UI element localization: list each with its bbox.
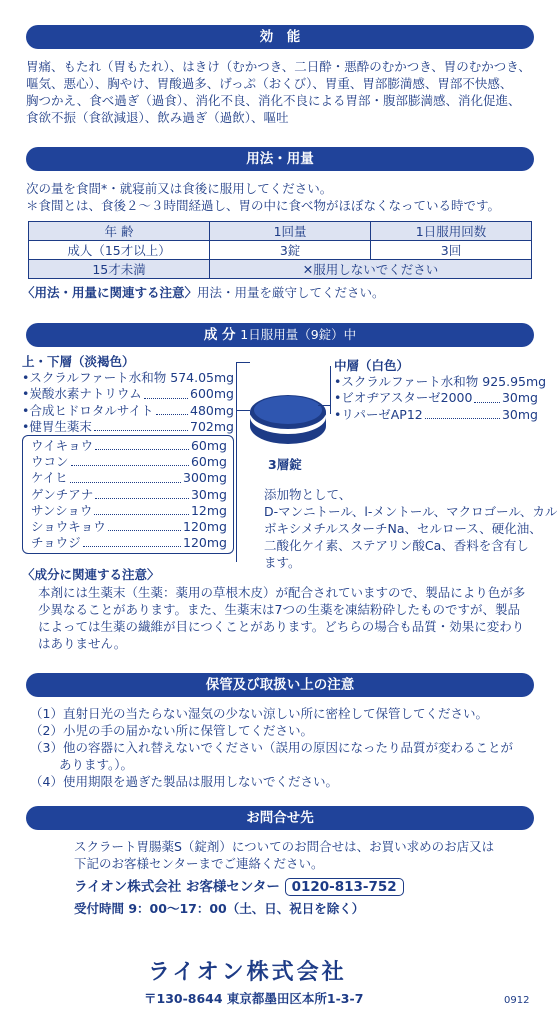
usage-note-text: 用法・用量を厳守してください。 [197,285,385,300]
ingredient-note-label: 〈成分に関連する注意〉 [22,567,160,582]
ingredient-row: •ビオヂアスターゼ2000 30mg [334,390,538,406]
business-hours: 受付時間 9：00〜17：00（土、日、祝日を除く） [74,901,365,916]
outer-layer-list [22,354,234,435]
outer-bracket-line [236,362,237,562]
contact-center [74,879,404,896]
ingredients-title: 成 分 [203,327,236,343]
ingredient-row: •合成ヒドロタルサイト 480mg [22,402,234,418]
storage-item: （1）直射日光の当たらない湿気の少ない涼しい所に密栓して保管してください。 [30,706,488,721]
usage-text: 次の量を食間*・就寝前又は食後に服用してください。 ＊食間とは、食後２〜３時間経過し、胃の中に食べ物がほぼなくなっている時です。 [26,181,501,213]
herb-row: ケイヒ 300mg [31,470,227,486]
storage-list [30,705,513,790]
middle-layer-label: 中層（白色） [334,358,410,373]
contact-text: スクラート胃腸薬S（錠剤）についてのお問合せは、お買い求めのお店又は 下記のお客様センターまでご連絡ください。 [74,839,495,871]
dose-cell: 3錠 [210,241,371,260]
middle-bracket-line [330,366,331,414]
ingredient-row: •健胃生薬末 702mg [22,418,234,434]
herb-row: サンショウ 12mg [31,502,227,518]
ingredient-row: •スクラルファート水和物 925.95mg [334,374,547,390]
contact-header: お問合せ先 [26,806,534,830]
tablet-label: 3層錠 [268,457,302,472]
herb-row: ウイキョウ 60mg [31,438,227,453]
tablet-illustration [246,390,330,450]
additives-text: 添加物として、 D-マンニトール、l-メントール、マクロゴール、カル ボキシメチルスターチNa、セルロース、硬化油、 二酸化ケイ素、ステアリン酸Ca、香料を含有し ます。 [264,487,558,570]
ingredient-row: •炭酸水素ナトリウム 600mg [22,386,234,402]
storage-item: （2）小児の手の届かない所に保管してください。 [30,723,313,738]
phone-number[interactable]: 0120-813-752 [285,878,404,896]
herb-row: ショウキョウ 120mg [31,519,227,535]
middle-bracket-tick [318,405,330,406]
middle-layer-list [334,358,547,423]
dose-table [28,221,532,279]
outer-bracket [236,362,250,363]
dose-cell: 15才未満 [29,260,210,279]
dose-header-age: 年 齢 [29,222,210,241]
efficacy-header: 効 能 [26,25,534,49]
herb-row: ゲンチアナ 30mg [31,486,227,502]
company-logo: ライオン株式会社 [148,960,347,985]
dose-cell: 3回 [371,241,532,260]
usage-header: 用法・用量 [26,147,534,171]
print-code: 0912 [504,995,530,1006]
ingredients-header [26,323,534,347]
storage-item: （3）他の容器に入れ替えないでください（誤用の原因になったり品質が変わることが [30,740,513,755]
ingredients-subtitle: 1日服用量（9錠）中 [240,327,357,342]
dose-cell: 成人（15才以上） [29,241,210,260]
usage-note-label: 〈用法・用量に関連する注意〉 [22,285,198,300]
storage-item: あります。）。 [30,757,133,772]
company-address: 〒130-8644 東京都墨田区本所1-3-7 [144,991,364,1006]
ingredient-row: •スクラルファート水和物 574.05mg [22,370,235,386]
efficacy-text: 胃痛、もたれ（胃もたれ）、はきけ（むかつき、二日酔・悪酔のむかつき、胃のむかつき、 嘔気、悪心）、胸やけ、胃酸過多、げっぷ（おくび）、胃重、胃部膨満感、胃部不快感、 胸つかえ、食べ過ぎ（過食）、消化不良、消化不良による胃部・腹部膨満感、消化促進、 食欲不振（食欲減退）、飲み過ぎ（過飲）、嘔吐 [26,59,531,125]
outer-layer-label: 上・下層（淡褐色） [22,354,135,369]
storage-header: 保管及び取扱い上の注意 [26,673,534,697]
herb-row: チョウジ 120mg [31,535,227,551]
usage-note [22,284,385,301]
dose-cell: ✕服用しないでください [210,260,532,279]
storage-item: （4）使用期限を過ぎた製品は服用しないでください。 [30,774,338,789]
herb-row: ウコン 60mg [31,454,227,470]
dose-header-amount: 1回量 [210,222,371,241]
ingredient-row: •リパーゼAP12 30mg [334,406,538,422]
dose-header-times: 1日服用回数 [371,222,532,241]
center-name: ライオン株式会社 お客様センター [74,879,280,895]
ingredient-note-text: 本剤には生薬末（生薬：薬用の草根木皮）が配合されていますので、製品により色が多 少異なることがあります。また、生薬末は7つの生薬を凍結粉砕したものですが、製品 によっては生薬の繊維が目につくことがあります。どちらの場合も品質・効果に変わり はありません。 [38,585,526,651]
herb-list [22,435,234,554]
